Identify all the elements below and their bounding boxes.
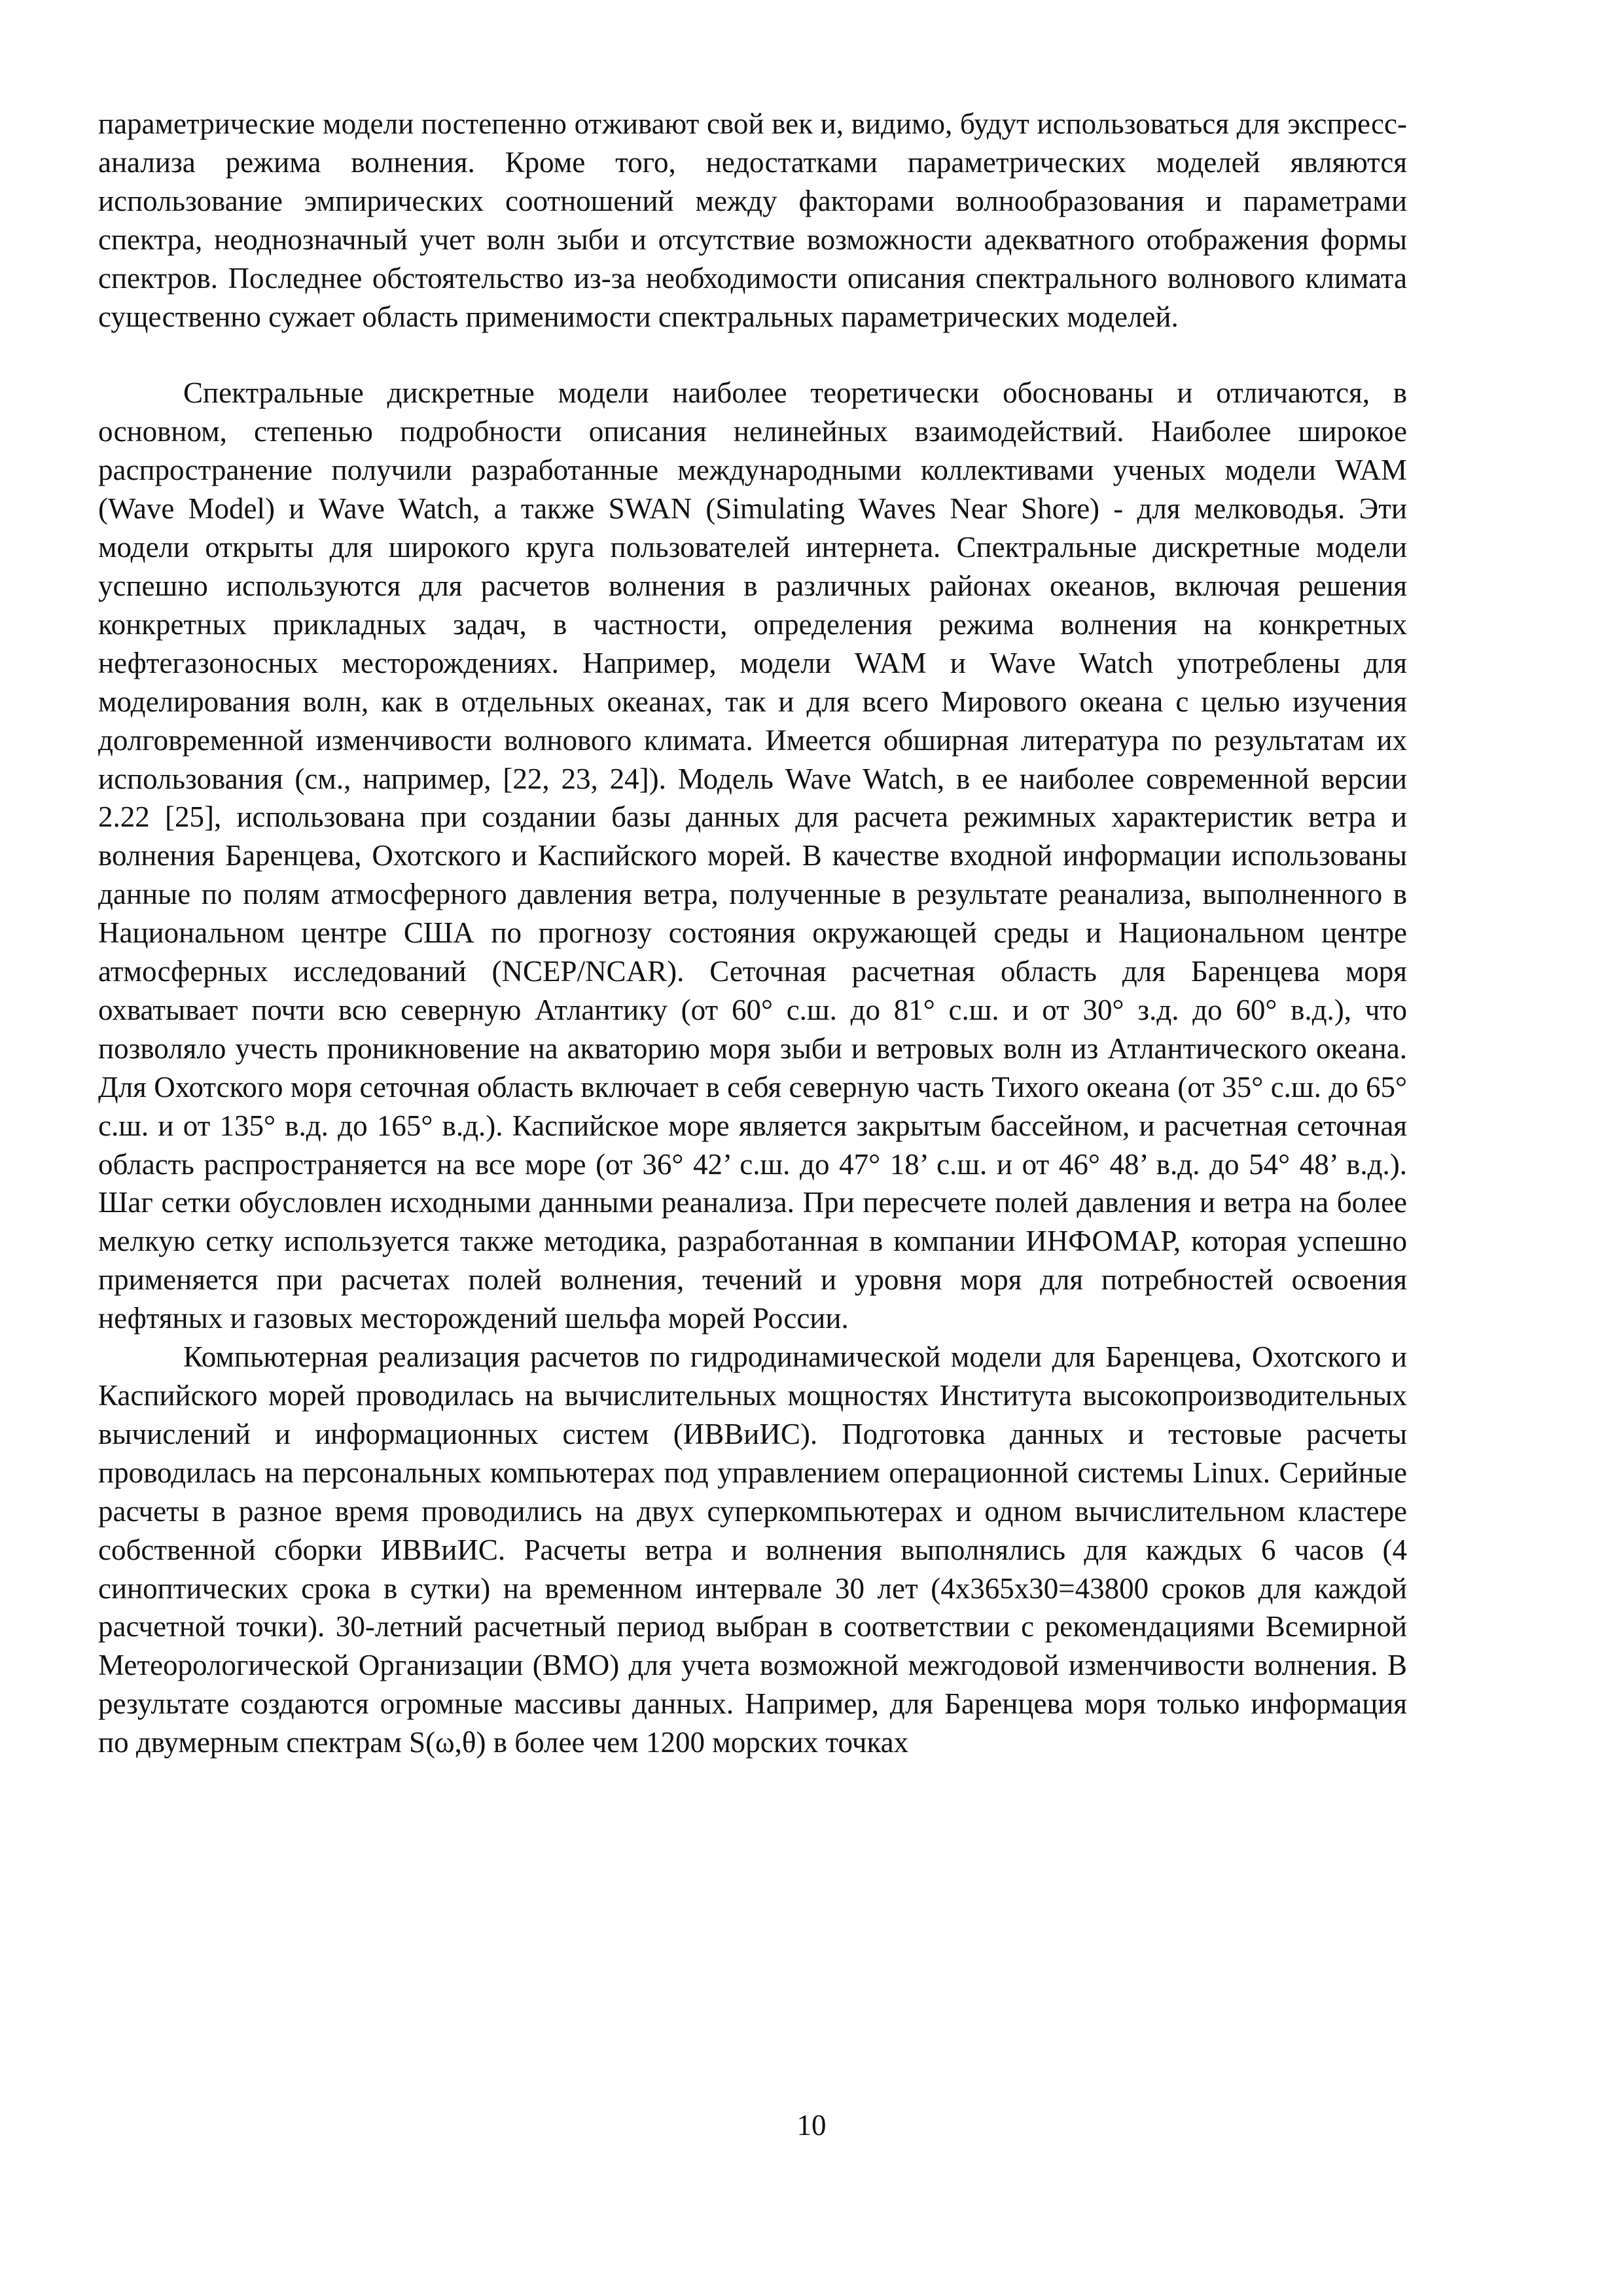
paragraph-3: Компьютерная реализация расчетов по гидродинамической модели для Баренцева, Охотского и Каспийского морей проводилась на вычислительных мощностях Института высокопроизводительных вычислений и информационных систем (ИВВиИС). Подготовка данных и тестовые расчеты проводилась на персональных компьютерах под управлением операционной системы Linux. Серийные расчеты в разное время проводились на двух суперкомпьютерах и одном вычислительном кластере собственной сборки ИВВиИС. Расчеты ветра и волнения выполнялись для каждых 6 часов (4 синоптических срока в сутки) на временном интервале 30 лет (4x365x30=43800 сроков для каждой расчетной точки). 30-летний расчетный период выбран в соответствии с рекомендациями Всемирной Метеорологической Организации (ВМО) для учета возможной межгодовой изменчивости волнения. В результате создаются огромные массивы данных. Например, для Баренцева моря только информация по двумерным спектрам S(ω,θ) в более чем 1200 морских точках — [98, 1340, 1407, 1759]
paragraph-1: параметрические модели постепенно отживают свой век и, видимо, будут использоваться для экспресс-анализа режима волнения. Кроме того, недостатками параметрических моделей являются использование эмпирических соотношений между факторами волнообразования и параметрами спектра, неоднозначный учет волн зыби и отсутствие возможности адекватного отображения формы спектров. Последнее обстоятельство из-за необходимости описания спектрального волнового климата существенно сужает область применимости спектральных параметрических моделей. — [98, 107, 1407, 333]
paragraph-2: Спектральные дискретные модели наиболее теоретически обоснованы и отличаются, в основном, степенью подробности описания нелинейных взаимодействий. Наиболее широкое распространение получили разработанные международными коллективами ученых модели WAM (Wave Model) и Wave Watch, а также SWAN (Simulating Waves Near Shore) - для мелководья. Эти модели открыты для широкого круга пользователей интернета. Спектральные дискретные модели успешно используются для расчетов волнения в различных районах океанов, включая решения конкретных прикладных задач, в частности, определения режима волнения на конкретных нефтегазоносных месторождениях. Например, модели WAM и Wave Watch употреблены для моделирования волн, как в отдельных океанах, так и для всего Мирового океана с целью изучения долговременной изменчивости волнового климата. Имеется обширная литература по результатам их использования (см., например, [22, 23, 24]). Модель Wave Watch, в ее наиболее современной версии 2.22 [25], использована при создании базы данных для расчета режимных характеристик ветра и волнения Баренцева, Охотского и Каспийского морей. В качестве входной информации использованы данные по полям атмосферного давления ветра, полученные в результате реанализа, выполненного в Национальном центре США по прогнозу состояния окружающей среды и Национальном центре атмосферных исследований (NCEP/NCAR). Сеточная расчетная область для Баренцева моря охватывает почти всю северную Атлантику (от 60° с.ш. до 81° с.ш. и от 30° з.д. до 60° в.д.), что позволяло учесть проникновение на акваторию моря зыби и ветровых волн из Атлантического океана. Для Охотского моря сеточная область включает в себя северную часть Тихого океана (от 35° с.ш. до 65° с.ш. и от 135° в.д. до 165° в.д.). Каспийское море является закрытым бассейном, и расчетная сеточная область распространяется на все море (от 36° 42’ с.ш. до 47° 18’ с.ш. и от 46° 48’ в.д. до 54° 48’ в.д.). Шаг сетки обусловлен исходными данными реанализа. При пересчете полей давления и ветра на более мелкую сетку используется также методика, разработанная в компании ИНФОМАР, которая успешно применяется при расчетах полей волнения, течений и уровня моря для потребностей освоения нефтяных и газовых месторождений шельфа морей России. — [98, 376, 1407, 1335]
body-text — [98, 105, 1407, 1762]
page-number: 10 — [796, 2109, 827, 2142]
